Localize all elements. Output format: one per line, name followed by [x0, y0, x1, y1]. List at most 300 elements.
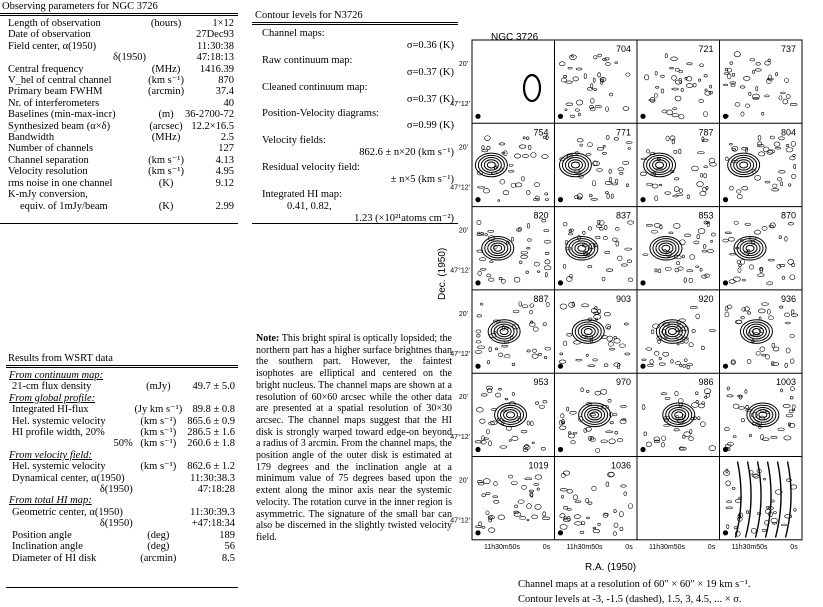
noise-contour — [785, 322, 790, 324]
noise-contour — [665, 54, 667, 58]
param-label: equiv. of 1mJy/beam — [20, 200, 108, 212]
noise-contour — [482, 494, 486, 497]
result-unit — [133, 518, 184, 529]
noise-contour — [477, 315, 482, 317]
param-label: Field center, α(1950) — [8, 40, 97, 52]
noise-contour — [790, 387, 794, 391]
noise-contour — [544, 229, 549, 231]
param-label: δ(1950) — [113, 52, 146, 64]
noise-contour — [589, 105, 593, 108]
noise-contour — [697, 182, 704, 187]
noise-contour — [756, 63, 761, 66]
noise-contour — [615, 227, 619, 230]
noise-contour — [785, 78, 789, 82]
noise-contour — [519, 145, 526, 149]
noise-contour — [543, 323, 546, 326]
noise-contour — [560, 353, 563, 355]
param-value: 1×12 — [212, 18, 234, 29]
noise-contour — [655, 269, 657, 272]
param-unit — [148, 143, 185, 154]
noise-contour — [730, 62, 733, 65]
noise-contour — [543, 512, 546, 516]
noise-contour — [495, 348, 497, 350]
noise-contour — [607, 194, 610, 198]
noise-contour — [483, 189, 489, 193]
noise-contour — [486, 386, 492, 390]
noise-contour — [519, 261, 522, 264]
noise-contour — [614, 523, 618, 528]
noise-contour — [588, 502, 592, 505]
observing-row — [8, 98, 234, 109]
noise-contour — [736, 320, 741, 323]
noise-contour — [620, 527, 623, 531]
noise-contour — [674, 187, 679, 192]
noise-contour — [615, 431, 618, 434]
noise-contour — [573, 495, 578, 500]
noise-contour — [791, 310, 794, 314]
result-value: 11:30:38.3 — [190, 472, 235, 484]
channel-velocity-label: 1019 — [528, 460, 549, 471]
noise-contour — [607, 336, 613, 341]
noise-contour — [699, 404, 705, 408]
contour-bottom-rule — [252, 223, 458, 224]
noise-contour — [689, 343, 693, 347]
noise-contour — [476, 526, 482, 528]
emission-contour — [485, 239, 511, 258]
noise-contour — [514, 154, 520, 158]
emission-contour — [740, 162, 748, 168]
noise-contour — [655, 196, 658, 201]
noise-contour — [700, 268, 702, 271]
noise-contour — [565, 109, 567, 111]
noise-contour — [488, 528, 494, 533]
noise-contour — [499, 388, 502, 390]
x-tick-label: 0s — [707, 543, 716, 551]
noise-contour — [560, 514, 565, 518]
noise-contour — [527, 223, 529, 228]
noise-contour — [777, 178, 782, 181]
noise-contour — [679, 70, 683, 72]
observing-row — [8, 18, 234, 29]
noise-contour — [588, 265, 592, 267]
noise-contour — [704, 112, 708, 117]
results-row — [9, 438, 235, 449]
noise-contour — [592, 486, 596, 490]
param-label: Synthesized beam (α×δ) — [8, 120, 111, 132]
noise-contour — [588, 227, 591, 230]
noise-contour — [541, 447, 545, 450]
noise-contour — [783, 404, 790, 407]
noise-contour — [587, 517, 590, 519]
results-row — [9, 473, 235, 484]
noise-contour — [563, 223, 567, 226]
param-value: 36-2700-72 — [185, 109, 234, 121]
param-label: K-mJy conversion, — [8, 189, 88, 201]
noise-contour — [560, 489, 567, 492]
noise-contour — [762, 529, 766, 531]
beam-dot — [640, 447, 645, 452]
result-label: Inclination angle — [12, 541, 83, 553]
noise-contour — [684, 359, 687, 362]
contour-line: ± n×5 (km s⁻¹) — [390, 173, 454, 185]
noise-contour — [593, 529, 600, 533]
noise-contour — [587, 88, 592, 91]
noise-contour — [514, 512, 521, 516]
noise-contour — [762, 303, 769, 306]
param-value: 12.2×16.5 — [191, 120, 234, 132]
noise-contour — [779, 236, 781, 239]
noise-contour — [745, 148, 747, 152]
noise-contour — [646, 183, 652, 185]
emission-contour — [743, 243, 757, 253]
param-value: 2.5 — [220, 132, 234, 144]
param-unit — [148, 189, 185, 200]
noise-contour — [577, 139, 583, 142]
result-unit: (Jy km s⁻¹) — [134, 404, 183, 416]
result-label: δ(1950) — [99, 518, 133, 530]
channel-velocity-label: 837 — [615, 210, 631, 221]
interference-contour — [766, 462, 772, 538]
noise-contour — [679, 114, 684, 119]
result-label: Hel. systemic velocity — [12, 415, 106, 427]
emission-contour — [487, 162, 495, 168]
noise-contour — [733, 277, 740, 282]
interference-contour — [786, 462, 792, 538]
noise-contour — [773, 184, 777, 187]
noise-contour — [693, 83, 696, 87]
noise-contour — [690, 255, 695, 260]
noise-contour — [659, 357, 661, 359]
noise-contour — [691, 166, 698, 171]
results-row — [9, 381, 235, 392]
noise-contour — [578, 113, 580, 116]
noise-contour — [494, 482, 498, 486]
noise-contour — [675, 96, 681, 101]
noise-contour — [563, 506, 568, 509]
noise-contour — [732, 487, 735, 489]
noise-contour — [609, 169, 612, 173]
x-tick-label: 0s — [790, 543, 798, 551]
beam-dot — [558, 447, 563, 452]
result-label: 21-cm flux density — [12, 381, 92, 393]
channel-velocity-label: 804 — [780, 127, 796, 138]
noise-contour — [731, 360, 735, 364]
param-value: 4.13 — [215, 154, 234, 166]
beam-dot — [723, 114, 728, 119]
noise-contour — [763, 147, 769, 152]
noise-contour — [790, 359, 794, 363]
observing-row — [8, 132, 234, 143]
contour-title: Contour levels for N3726 — [255, 10, 363, 21]
noise-contour — [625, 248, 632, 250]
noise-contour — [788, 259, 794, 264]
noise-contour — [608, 399, 611, 402]
noise-contour — [618, 256, 623, 260]
noise-contour — [705, 91, 711, 95]
noise-contour — [590, 108, 595, 111]
emission-contour — [482, 236, 514, 260]
noise-contour — [726, 481, 731, 486]
noise-contour — [538, 353, 541, 355]
results-section — [9, 495, 235, 506]
y-tick-label: 20' — [458, 227, 468, 235]
noise-contour — [613, 413, 617, 415]
noise-contour — [749, 434, 751, 436]
noise-contour — [723, 84, 727, 86]
results-row — [9, 507, 235, 518]
noise-contour — [602, 152, 606, 154]
noise-contour — [609, 439, 615, 444]
beam-dot — [723, 447, 728, 452]
emission-contour — [582, 405, 608, 424]
beam-dot — [475, 197, 480, 202]
noise-contour — [705, 89, 707, 91]
figure-ylabel: Dec. (1950) — [437, 247, 448, 300]
result-label: Position angle — [12, 529, 72, 541]
noise-contour — [545, 272, 547, 277]
param-value: 40 — [223, 97, 234, 109]
noise-contour — [481, 268, 486, 270]
noise-contour — [575, 501, 581, 503]
observing-row — [8, 41, 234, 52]
results-row — [9, 427, 235, 438]
noise-contour — [671, 360, 674, 363]
emission-contour — [650, 236, 682, 260]
channel-velocity-label: 887 — [533, 293, 549, 304]
param-value: 2.99 — [215, 200, 234, 212]
noise-contour — [698, 79, 700, 81]
noise-contour — [581, 388, 584, 392]
noise-contour — [571, 441, 576, 444]
noise-contour — [742, 186, 748, 190]
noise-contour — [521, 177, 524, 181]
noise-contour — [563, 341, 566, 346]
noise-contour — [616, 241, 619, 246]
noise-contour — [545, 193, 548, 195]
emission-contour — [749, 326, 763, 336]
beam-ellipse — [524, 75, 540, 101]
noise-contour — [699, 99, 704, 102]
noise-contour — [476, 330, 481, 333]
noise-contour — [786, 148, 793, 152]
noise-contour — [686, 84, 693, 88]
noise-contour — [526, 191, 530, 195]
noise-contour — [747, 359, 751, 363]
noise-contour — [586, 354, 588, 356]
noise-contour — [528, 239, 532, 242]
noise-contour — [654, 223, 660, 227]
noise-contour — [761, 112, 763, 115]
result-label: HI profile width, 20% — [12, 427, 105, 439]
noise-contour — [512, 363, 515, 366]
noise-contour — [788, 222, 793, 225]
noise-contour — [567, 509, 571, 511]
emission-contour — [662, 245, 670, 251]
param-value: 47:18:13 — [196, 52, 234, 64]
results-row — [9, 461, 235, 472]
noise-contour — [628, 148, 631, 150]
noise-contour — [566, 103, 573, 106]
noise-contour — [568, 233, 573, 235]
emission-contour — [743, 322, 769, 341]
contour-line: Cleaned continuum map: — [262, 81, 368, 93]
noise-contour — [694, 241, 699, 244]
results-row — [9, 530, 235, 541]
noise-contour — [769, 316, 774, 320]
noise-contour — [545, 252, 549, 254]
result-value: 56 — [224, 541, 235, 553]
emission-contour — [756, 410, 770, 420]
noise-contour — [739, 407, 745, 410]
noise-contour — [644, 75, 648, 80]
results-row — [9, 518, 235, 529]
noise-contour — [512, 393, 514, 396]
noise-contour — [791, 142, 796, 147]
noise-contour — [559, 360, 566, 363]
noise-contour — [790, 275, 795, 280]
noise-contour — [606, 431, 613, 433]
noise-contour — [655, 87, 659, 89]
noise-contour — [733, 436, 736, 438]
noise-contour — [477, 232, 479, 234]
beam-dot — [558, 197, 563, 202]
noise-contour — [704, 174, 707, 178]
noise-contour — [521, 485, 526, 489]
noise-contour — [559, 62, 565, 66]
result-value: 260.6 ± 1.8 — [187, 438, 235, 450]
param-value: 4.95 — [215, 166, 234, 178]
noise-contour — [758, 309, 765, 313]
noise-contour — [532, 515, 538, 519]
noise-contour — [535, 196, 539, 199]
noise-contour — [606, 269, 613, 272]
noise-contour — [522, 155, 528, 158]
noise-contour — [781, 92, 786, 94]
emission-contour — [747, 403, 779, 427]
result-label: Integrated HI-flux — [12, 404, 89, 416]
observing-row — [8, 29, 234, 40]
noise-contour — [790, 103, 797, 105]
noise-contour — [781, 182, 783, 186]
result-unit — [133, 473, 184, 484]
noise-contour — [502, 345, 508, 347]
noise-contour — [768, 259, 774, 261]
noise-contour — [628, 504, 632, 509]
result-label: 50% — [113, 438, 133, 450]
noise-contour — [619, 344, 625, 348]
noise-contour — [544, 266, 551, 270]
result-unit: (arcmin) — [140, 552, 177, 564]
noise-contour — [508, 170, 514, 172]
noise-contour — [743, 279, 746, 281]
noise-contour — [683, 364, 686, 367]
noise-contour — [535, 504, 541, 509]
noise-contour — [539, 405, 544, 408]
noise-contour — [617, 439, 623, 442]
noise-contour — [593, 359, 598, 361]
noise-contour — [741, 316, 745, 319]
noise-contour — [476, 341, 481, 343]
noise-contour — [725, 312, 729, 317]
noise-contour — [503, 191, 509, 195]
noise-contour — [755, 175, 761, 180]
observing-row — [8, 52, 234, 63]
emission-contour — [581, 326, 595, 336]
result-value: 89.8 ± 0.8 — [192, 404, 235, 416]
noise-contour — [784, 436, 791, 440]
beam-dot — [558, 114, 563, 119]
noise-contour — [658, 269, 661, 273]
param-unit: (m) — [158, 109, 174, 121]
emission-contour — [488, 320, 520, 344]
noise-contour — [612, 183, 618, 185]
noise-contour — [676, 262, 679, 265]
noise-contour — [672, 114, 679, 117]
channel-map-grid — [450, 40, 823, 560]
noise-contour — [726, 525, 729, 529]
param-label: rms noise in one channel — [8, 177, 113, 189]
observing-row — [8, 75, 234, 86]
noise-contour — [534, 484, 539, 486]
result-unit — [133, 484, 184, 495]
observing-table — [8, 18, 234, 212]
noise-contour — [725, 428, 730, 431]
results-bottom-rule — [6, 587, 238, 588]
noise-contour — [598, 73, 601, 77]
noise-contour — [754, 230, 760, 234]
noise-contour — [623, 107, 629, 111]
noise-contour — [623, 161, 629, 164]
observing-row — [8, 109, 234, 120]
figure-title: NGC 3726 — [491, 32, 539, 43]
noise-contour — [701, 275, 707, 278]
noise-contour — [678, 149, 681, 154]
noise-contour — [760, 347, 765, 352]
contour-line: σ=0.99 (K) — [406, 120, 454, 132]
param-label: Central frequency — [8, 63, 84, 75]
emission-contour — [656, 320, 688, 344]
results-section — [9, 450, 235, 461]
param-label: Primary beam FWHM — [8, 86, 103, 98]
emission-contour — [740, 320, 772, 344]
noise-contour — [664, 425, 670, 427]
noise-contour — [499, 143, 505, 145]
y-tick-label: 47°12' — [450, 434, 470, 442]
noise-contour — [770, 136, 774, 139]
emission-contour — [504, 410, 518, 420]
y-tick-label: 47°12' — [450, 267, 470, 275]
emission-contour — [494, 245, 502, 251]
param-label: Number of channels — [8, 143, 94, 155]
noise-contour — [592, 181, 595, 186]
emission-contour — [484, 160, 498, 170]
noise-contour — [481, 394, 487, 397]
noise-contour — [690, 306, 697, 308]
section-heading: From total HI map: — [9, 495, 92, 507]
noise-contour — [757, 142, 761, 146]
noise-contour — [597, 148, 603, 151]
noise-contour — [692, 329, 695, 332]
noise-contour — [732, 148, 736, 150]
observing-top-rule — [0, 13, 238, 16]
param-unit — [148, 52, 185, 63]
noise-contour — [583, 231, 586, 234]
noise-contour — [786, 348, 790, 353]
noise-contour — [735, 103, 740, 107]
noise-contour — [709, 329, 715, 331]
noise-contour — [484, 136, 490, 141]
noise-contour — [621, 405, 627, 407]
